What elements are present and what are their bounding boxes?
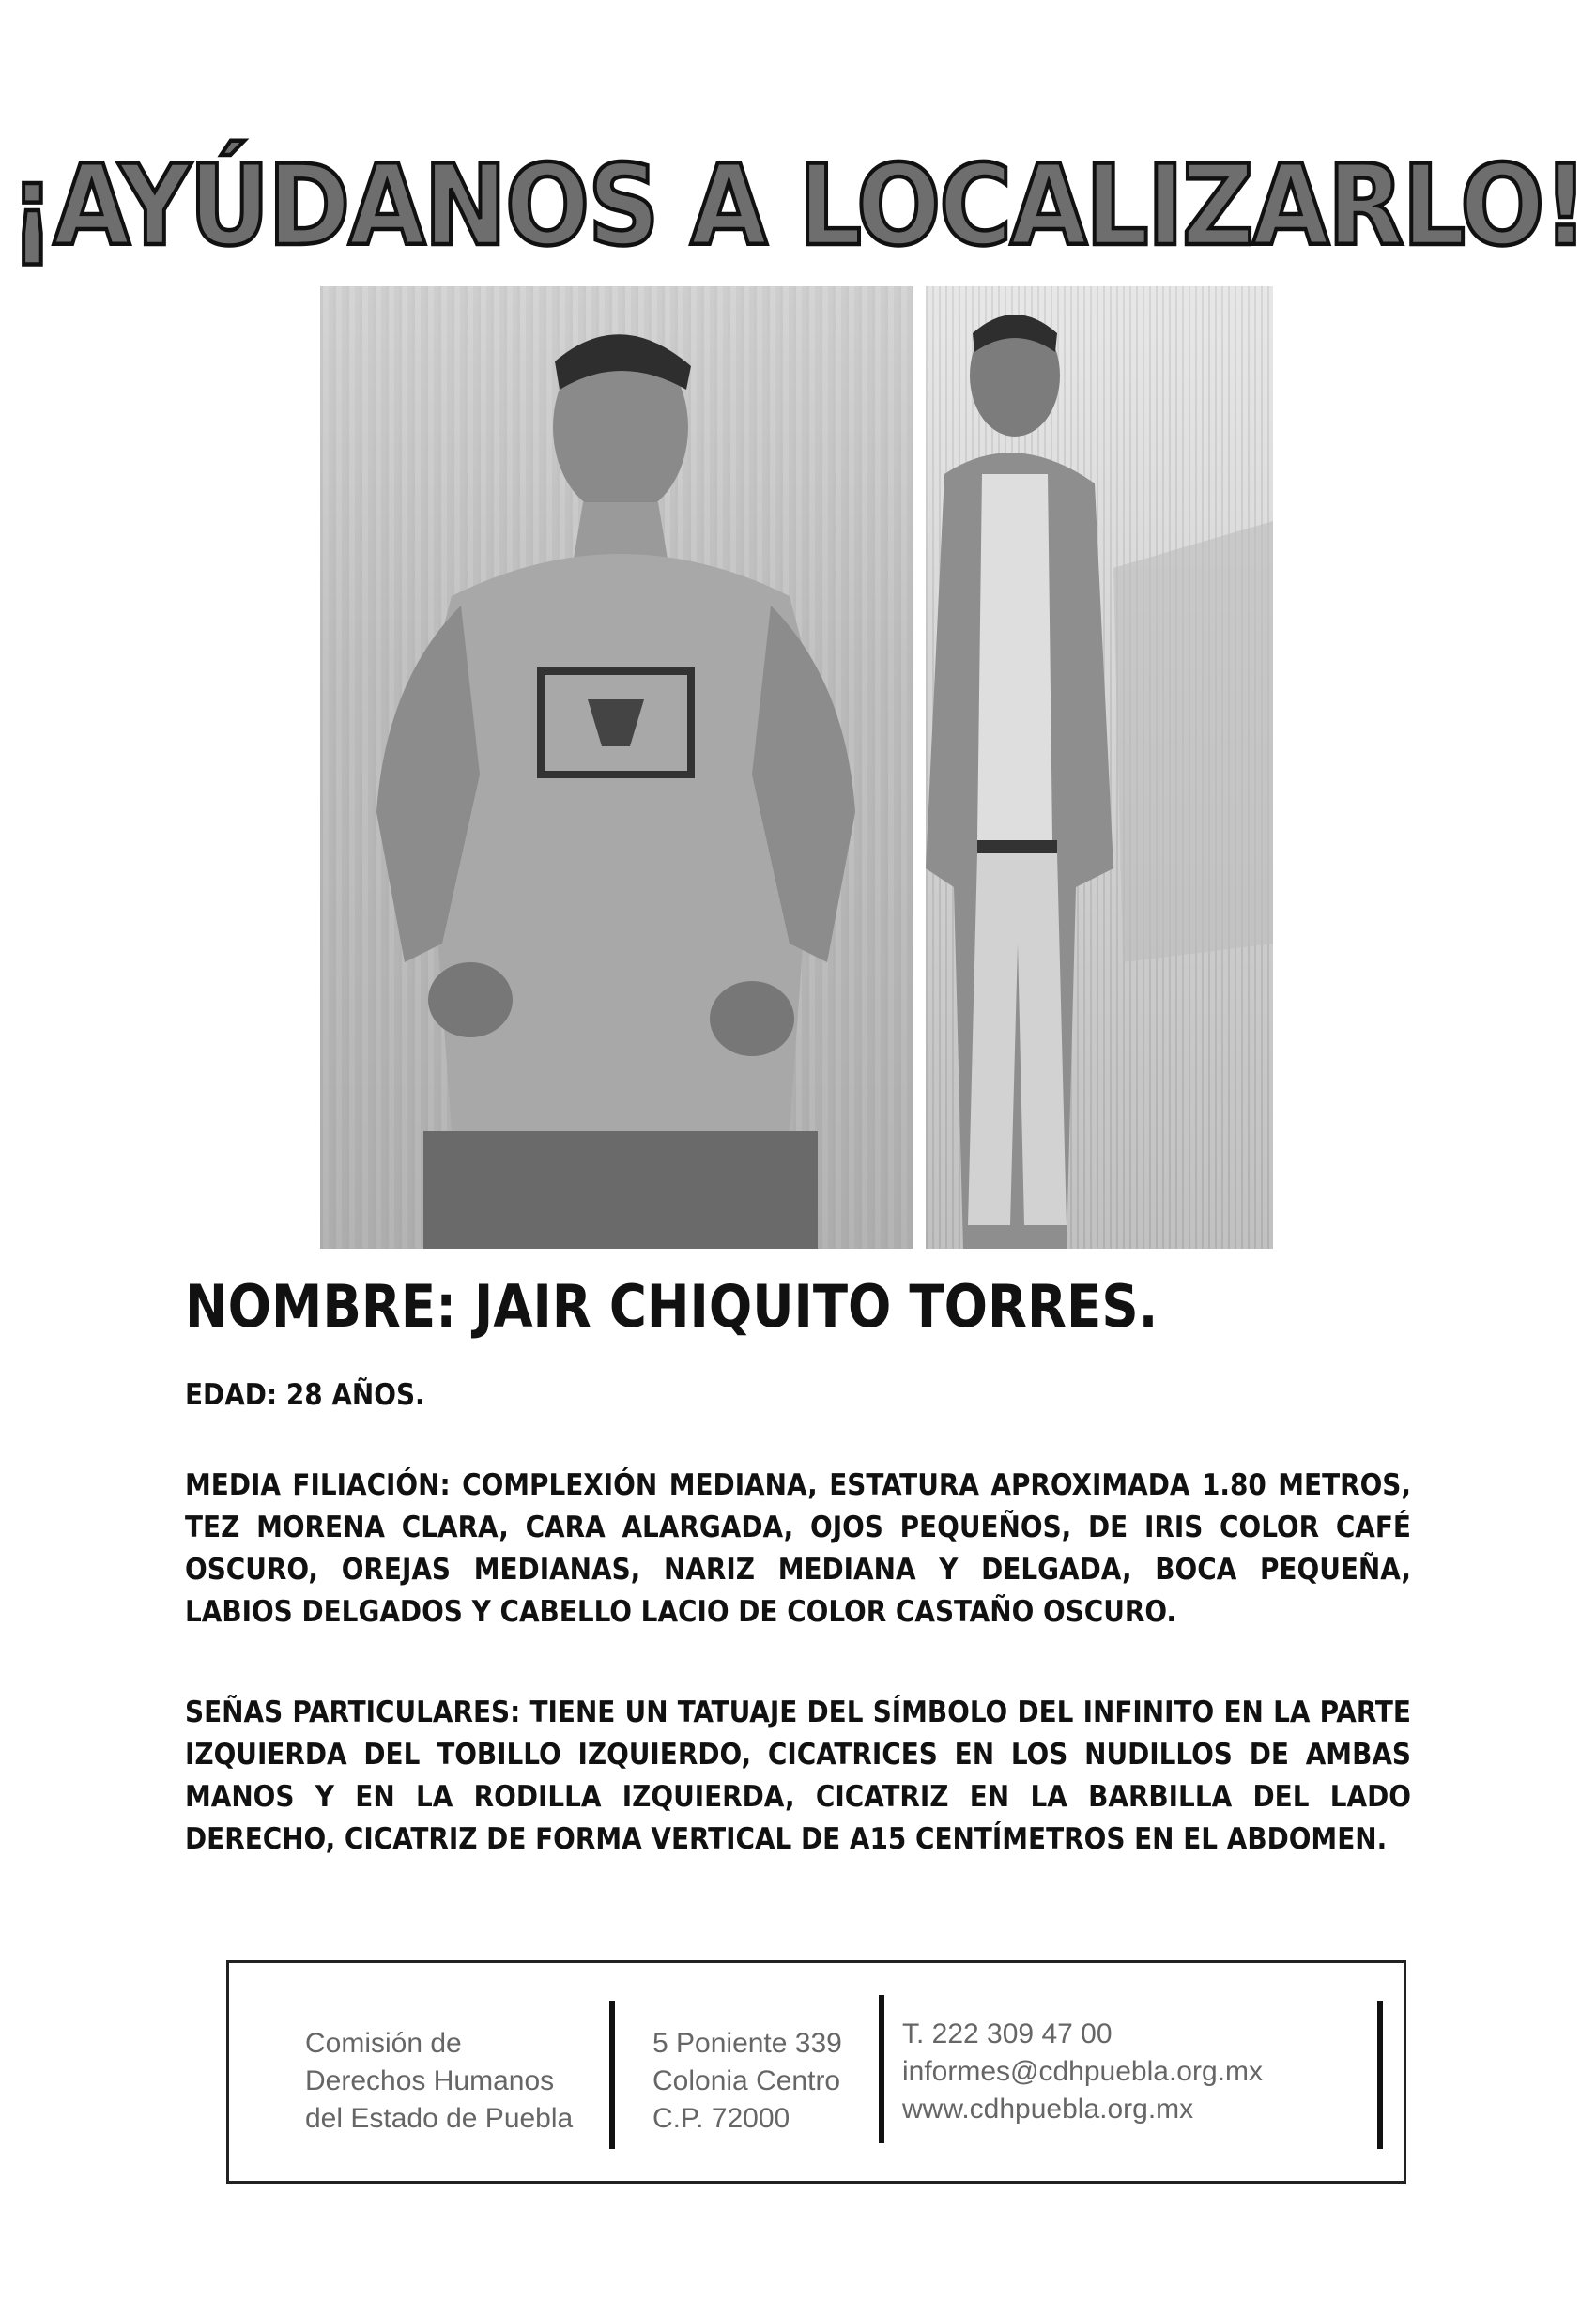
footer-address-line: Colonia Centro	[652, 2065, 841, 2096]
physical-description: MEDIA FILIACIÓN: COMPLEXIÓN MEDIANA, ESTATURA APROXIMADA 1.80 METROS, TEZ MORENA CLARA, CARA ALARGADA, OJOS PEQUEÑOS, DE IRIS COLOR CAFÉ OSCURO, OREJAS MEDIANAS, NARIZ MEDIANA Y DELGADA, BOCA PEQUEÑA, LABIOS DELGADOS Y CABELLO LACIO DE COLOR CASTAÑO OSCURO.	[185, 1468, 1411, 1629]
footer-address-line: C.P. 72000	[652, 2103, 790, 2134]
footer-phone: T. 222 309 47 00	[902, 2018, 1113, 2049]
footer-address-line: 5 Poniente 339	[652, 2028, 842, 2059]
poster-headline: ¡AYÚDANOS A LOCALIZARLO!	[9, 141, 1587, 270]
distinguishing-marks: SEÑAS PARTICULARES: TIENE UN TATUAJE DEL SÍMBOLO DEL INFINITO EN LA PARTE IZQUIERDA DEL TOBILLO IZQUIERDO, CICATRICES EN LOS NUDILLOS DE AMBAS MANOS Y EN LA RODILLA IZQUIERDA, CICATRIZ EN LA BARBILLA DEL LADO DERECHO, CICATRIZ DE FORMA VERTICAL DE A15 CENTÍMETROS EN EL ABDOMEN.	[185, 1696, 1411, 1856]
footer-contact	[902, 2016, 1263, 2128]
footer-org-line: Comisión de	[305, 2028, 462, 2059]
age-line: EDAD: 28 AÑOS.	[185, 1378, 425, 1412]
person-photo-front-figure	[320, 286, 913, 1249]
person-photo-full	[926, 286, 1273, 1249]
missing-person-name: NOMBRE: JAIR CHIQUITO TORRES.	[185, 1272, 1159, 1341]
footer-divider	[1377, 2001, 1383, 2149]
footer-contact-box	[226, 1960, 1406, 2184]
person-photo-full-figure	[926, 286, 1273, 1249]
person-photo-front	[320, 286, 913, 1249]
footer-org-line: Derechos Humanos	[305, 2065, 555, 2096]
footer-address	[652, 2025, 842, 2138]
footer-divider	[879, 1995, 884, 2143]
footer-website-link[interactable]: www.cdhpuebla.org.mx	[902, 2094, 1194, 2125]
footer-divider	[609, 2001, 615, 2149]
footer-organization	[305, 2025, 573, 2138]
footer-org-line: del Estado de Puebla	[305, 2103, 574, 2134]
footer-email-link[interactable]: informes@cdhpuebla.org.mx	[902, 2056, 1263, 2087]
